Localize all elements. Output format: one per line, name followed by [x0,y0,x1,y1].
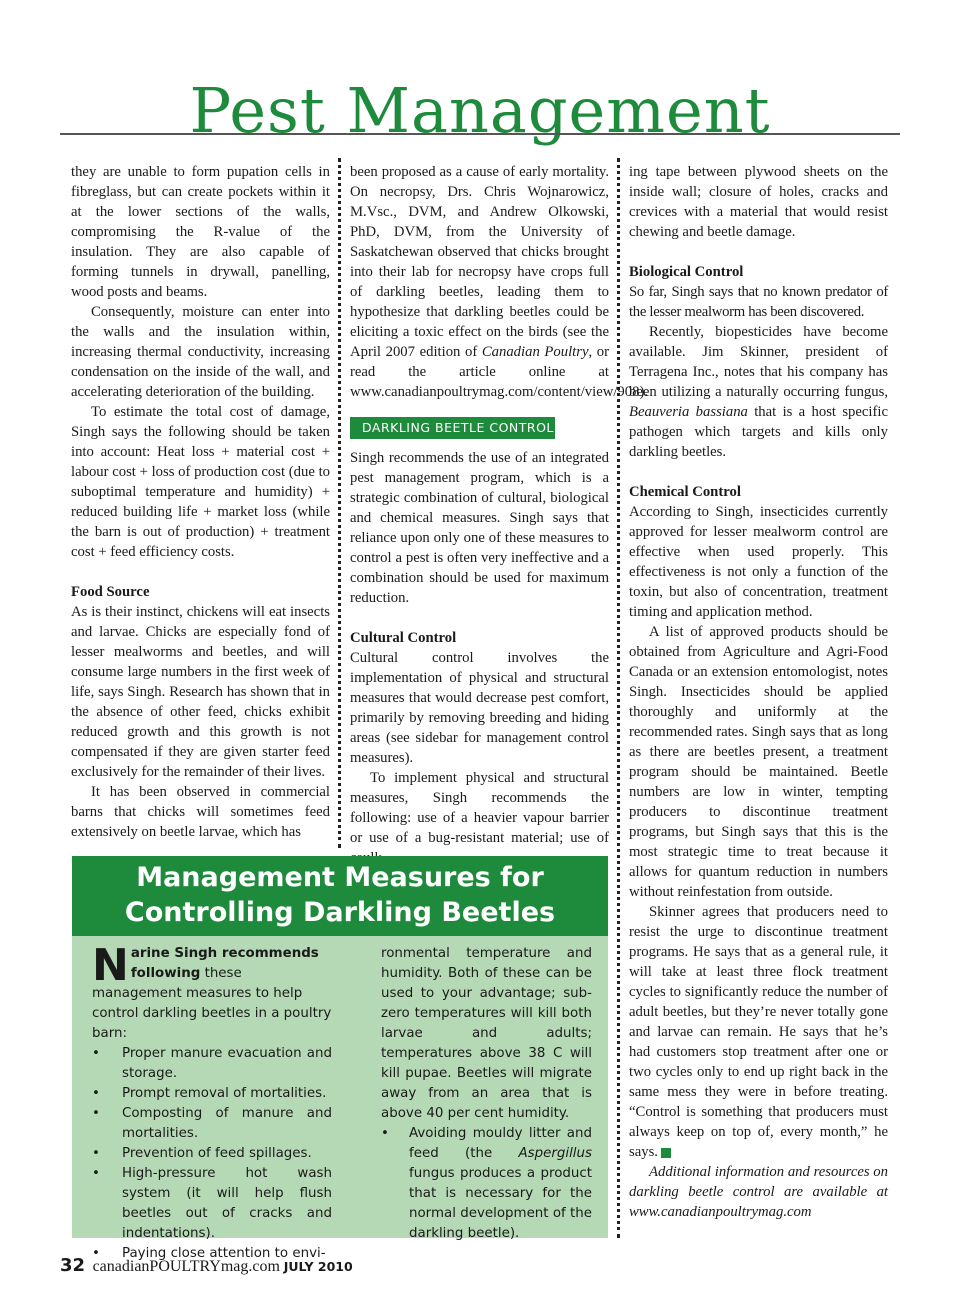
article-column-3 [629,162,888,1222]
sidebar-management-measures [72,856,608,1261]
paragraph: Singh recommends the use of an integrated pest management program, which is a strategic combination of cultural, biological and chemical measures. Singh says that reliance upon only one of these measures to control a pest is often very ineffective and a combination should be used for maximum reduction. [350,450,609,606]
column-divider [617,158,620,1238]
list-item: • Proper manure evacuation and storage. [92,1046,332,1081]
issue-date: JULY 2010 [283,1259,353,1274]
article-column-1 [71,162,330,842]
page-number: 32 [60,1255,86,1276]
paragraph: they are unable to form pupation cells in fibreglass, but can create pockets within it at the lower sections of the walls, compromising the R-value of the insulation. They are also capable of forming tunnels in drywall, panelling, wood posts and beams. [71,164,330,300]
sidebar-intro: Narine Singh recommends following these management measures to help control darkling beetles in a poultry barn: [92,940,332,1041]
paragraph: To estimate the total cost of damage, Singh says the following should be taken into account: Heat loss + material cost + labour cost + loss of production cost (due to suboptimal temperature and humidity) + reduced building life + market loss (while the barn is out of production) + treatment cost + feed efficiency costs. [71,404,330,560]
paragraph [629,902,888,1162]
paragraph: To implement physical and structural measures, Singh recommends the following: use of a heavier vapour barrier or use of a bug-resistant material; use of [350,770,609,846]
paragraph: Recently, biopesticides have become available. Jim Skinner, president of Terragena Inc., notes that his company has been utilizing a naturally occurring fungus, Beauveria bassiana that is a host specific pathogen which targets and kills only darkling beetles. [629,324,888,460]
additional-info-note: Additional information and resources on darkling beetle control are available at www.canadianpoultrymag.com [629,1164,888,1220]
section-heading-cultural-control: Cultural Control [350,630,457,646]
sidebar-right-column [381,944,592,1244]
page-title: Pest Management [189,74,771,147]
magazine-site: canadianPOULTRYmag.com [92,1258,280,1275]
title-rule [60,133,900,135]
paragraph: A list of approved products should be obtained from Agriculture and Agri-Food Canada or an extension entomologist, notes Singh. Insecticides should be applied thoroughly and uniformly at the recommended rates. Singh says that as long as there are beetles present, a treatment program should be maintained. Beetle numbers are low in winter, tempting producers to discontinue treatment programs, but Singh says that this is the most strategic time to treat because it allows for quantum reduction in numbers without reinfestation from outside. [629,624,888,900]
paragraph: As is their instinct, chickens will eat insects and larvae. Chicks are especially fond of lesser mealworms and beetles, and will consume large numbers in the first week of life, says Singh. Research has shown that in the absence of other feed, chicks exhibit reduced growth and this growth is not compensated if they are given starter feed exclusively for the remainder of their lives. [71,604,330,780]
list-item: • Paying close attention to envi- [92,1246,326,1261]
column-divider [338,158,341,848]
section-banner-darkling-beetle-control: DARKLING BEETLE CONTROL [350,417,555,439]
sidebar-list [92,1044,332,1264]
list-item-continued: ronmental temperature and humidity. Both of these can be used to your advantage; sub-zero temperatures will kill both larvae and adults; temperatures above 38 C will kill pupae. Beetles will migrate away from an area that is above 40 per cent humidity. [381,946,592,1121]
section-heading-biological-control: Biological Control [629,264,744,280]
paragraph: been proposed as a cause of early mortality. On necropsy, Drs. Chris Wojnarowicz, M.Vsc., DVM, and Andrew Olkowski, PhD, DVM, from the University of Saskatchewan observed that chicks brought into their lab for necropsy have crops full of darkling beetles, leading them to hypothesize that darkling beetles could be eliciting a toxic effect on the birds (see the April 2007 edition of Canadian Poultry, or read the article online at www.canadianpoultrymag.com/content/view/908). [350,164,649,400]
paragraph: It has been observed in commercial barns that chicks will sometimes feed extensively on beetle larvae, which has [71,784,330,840]
list-item: • Composting of manure and mortalities. [92,1106,332,1141]
sidebar-left-column [92,940,332,1264]
section-heading-food-source: Food Source [71,584,150,600]
paragraph: So far, Singh says that no known predator of the lesser mealworm has been discovered. [629,284,888,320]
section-heading-chemical-control: Chemical Control [629,484,741,500]
article-column-2 [350,162,649,868]
paragraph: ing tape between plywood sheets on the inside wall; closure of holes, cracks and crevices with a material that would resist chewing and beetle damage. [629,164,888,240]
page-footer [60,1254,353,1279]
list-item: • Prompt removal of mortalities. [92,1086,327,1101]
paragraph: Consequently, moisture can enter into the walls and the insulation within, increasing thermal conductivity, increasing condensation on the inside of the wall, and accelerating deterioration of the building. [71,304,330,400]
paragraph: Cultural control involves the implementation of physical and structural measures that would decrease pest comfort, primarily by removing breeding and hiding areas (see sidebar for management control measures). [350,650,609,766]
list-item: • High-pressure hot wash system (it will help flush beetles out of cracks and indentations). [92,1166,332,1241]
drop-cap: N [92,940,129,991]
list-item: • Avoiding mouldy litter and feed (the Aspergillus fungus produces a product that is necessary for the normal development of the darkling beetle). [381,1126,592,1241]
list-item: • Prevention of feed spillages. [92,1146,312,1161]
paragraph: According to Singh, insecticides currently approved for lesser mealworm control are effective when used properly. This effectiveness is not only a function of the toxin, but also of concentration, treatment timing and application method. [629,504,888,620]
closing-text: Skinner agrees that producers need to resist the urge to discontinue treatment programs. He says that as a general rule, it will take at least three flock treatment cycles to significantly reduce the number of adult beetles, but they’re never totally gone and larvae can remain. He says that he’s had customers stop treatment after one or two cycles only to end up right back in the same mess they were in before treating. “Control is something that producers must always keep on top of, every month,” he says. [629,904,888,1160]
end-mark-icon [661,1148,671,1158]
sidebar-title: Management Measures for Controlling Darkling Beetles [72,856,608,936]
